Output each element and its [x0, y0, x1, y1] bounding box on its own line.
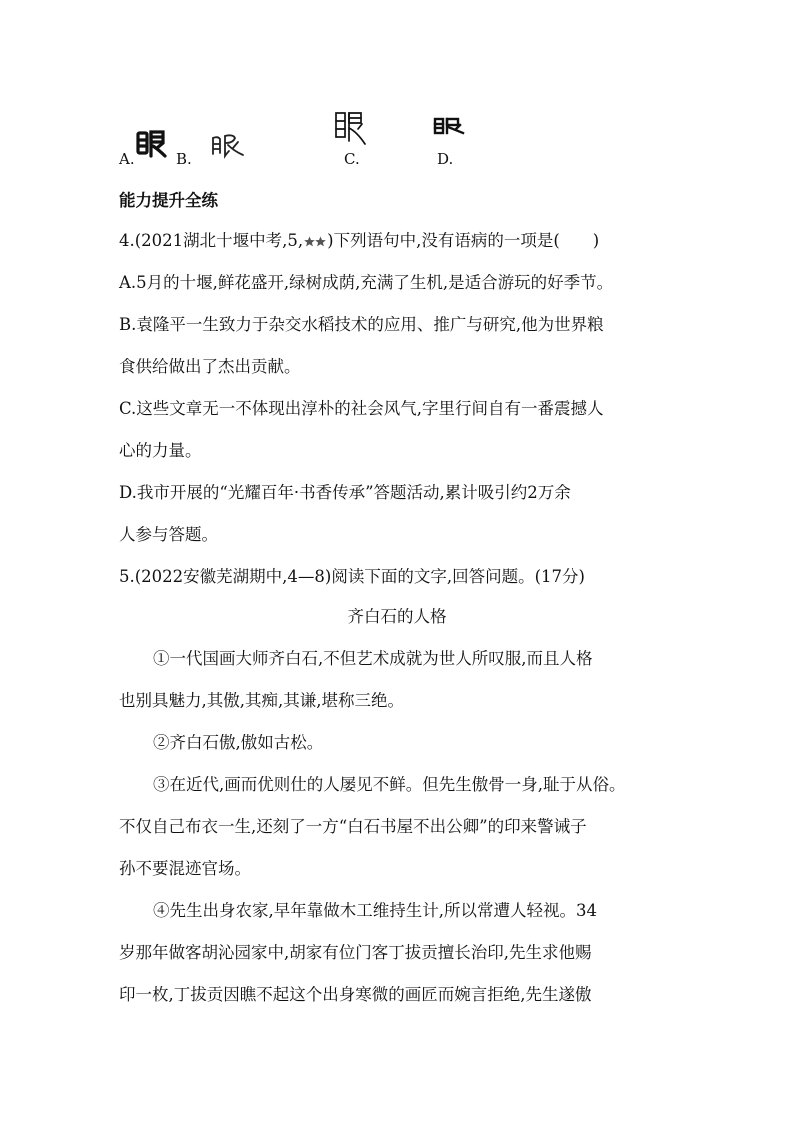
option-a-label: A.: [119, 150, 135, 168]
question-4-stem: [119, 230, 599, 252]
paragraph-4-line2: 岁那年做客胡沁园家中,胡家有位门客丁拔贡擅长治印,先生求他赐: [119, 943, 592, 962]
question-4-stem-source: 4.(2021湖北十堰中考,5,: [119, 231, 304, 250]
paragraph-4-line1: ④先生出身农家,早年靠做木工维持生计,所以常遭人轻视。34: [153, 901, 597, 920]
paragraph-1-line2: 也别具魅力,其傲,其痴,其谦,堪称三绝。: [119, 691, 404, 710]
paragraph-3-line3: 孙不要混迹官场。: [119, 859, 251, 878]
question-4-option-c-line2: 心的力量。: [119, 441, 202, 460]
option-d-calligraphy-image: [433, 117, 465, 135]
option-c-calligraphy-image: [334, 110, 368, 148]
difficulty-stars-icon: [304, 236, 326, 248]
paragraph-4-line3: 印一枚,丁拔贡因瞧不起这个出身寒微的画匠而婉言拒绝,先生遂傲: [119, 985, 592, 1004]
option-d-label: D.: [437, 150, 454, 168]
article-title: 齐白石的人格: [347, 607, 447, 626]
paragraph-3-line2: 不仅自己布衣一生,还刻了一方“白石书屋不出公卿”的印来警诫子: [119, 817, 587, 836]
paragraph-1-line1: ①一代国画大师齐白石,不但艺术成就为世人所叹服,而且人格: [153, 649, 593, 668]
section-heading: 能力提升全练: [119, 191, 218, 210]
paragraph-3-line1: ③在近代,画而优则仕的人屡见不鲜。但先生傲骨一身,耻于从俗。: [153, 775, 626, 794]
option-b-label: B.: [176, 150, 192, 168]
option-c-label: C.: [344, 150, 360, 168]
question-4-option-a: A.5月的十堰,鲜花盛开,绿树成荫,充满了生机,是适合游玩的好季节。: [119, 273, 614, 292]
calligraphy-options: [0, 0, 794, 175]
option-b-calligraphy-image: [210, 132, 246, 162]
question-4-stem-text: )下列语句中,没有语病的一项是( ): [327, 231, 600, 250]
question-4-option-c-line1: C.这些文章无一不体现出淳朴的社会风气,字里行间自有一番震撼人: [119, 399, 604, 418]
paragraph-2: ②齐白石傲,傲如古松。: [153, 733, 324, 752]
question-4-option-d-line1: D.我市开展的“光耀百年·书香传承”答题活动,累计吸引约2万余: [119, 483, 571, 502]
question-5-stem: 5.(2022安徽芜湖期中,4—8)阅读下面的文字,回答问题。(17分): [119, 567, 585, 586]
question-4-option-b-line2: 食供给做出了杰出贡献。: [119, 357, 301, 376]
question-4-option-b-line1: B.袁隆平一生致力于杂交水稻技术的应用、推广与研究,他为世界粮: [119, 315, 604, 334]
question-4-option-d-line2: 人参与答题。: [119, 525, 218, 544]
option-a-calligraphy-image: [136, 128, 170, 160]
